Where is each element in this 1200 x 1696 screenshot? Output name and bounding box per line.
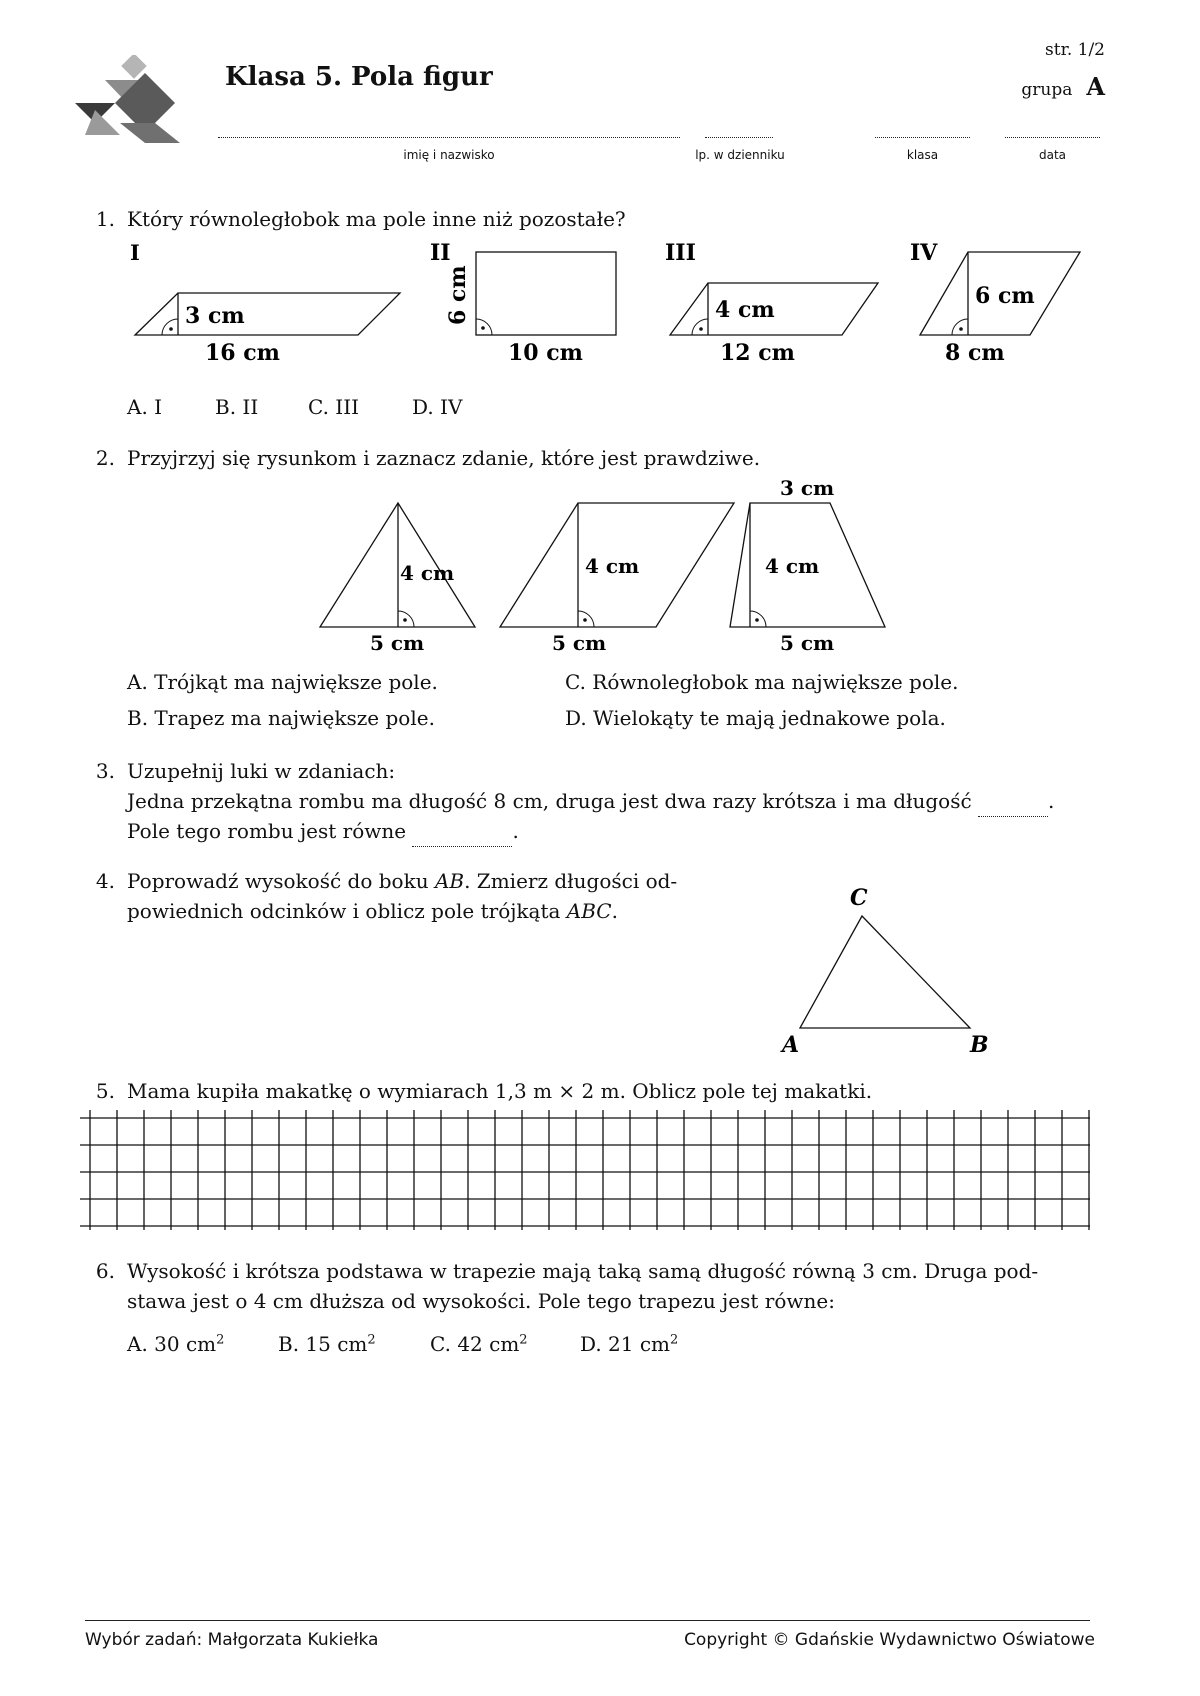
q2-option-b[interactable]: B. Trapez ma największe pole. [127,706,435,730]
q1-option-a[interactable]: A. I [127,395,163,419]
q2-option-a[interactable]: A. Trójkąt ma największe pole. [127,670,438,694]
triangle-abc: ABC [566,899,612,923]
q2-option-d[interactable]: D. Wielokąty te mają jednakowe pola. [565,706,946,730]
option-value: 15 cm [305,1332,368,1356]
parallelogram-height-label: 4 cm [585,554,640,578]
class-label: klasa [906,148,939,162]
question-number: 3. [95,759,115,783]
register-number-field[interactable] [705,125,773,138]
q1-option-c[interactable]: C. III [308,395,360,419]
page-number: str. 1/2 [1045,40,1105,60]
q4-line-2-post: . [611,899,618,923]
base-label: 10 cm [508,340,583,366]
parallelogram-base-label: 5 cm [552,631,607,655]
triangle-abc-shape [800,916,970,1028]
q3-line-1: Jedna przekątna rombu ma długość 8 cm, druga jest dwa razy krótsza i ma długość [127,789,972,813]
q2-option-c[interactable]: C. Równoległobok ma największe pole. [565,670,959,694]
question-number: 4. [95,869,115,893]
q3-line-2: Pole tego rombu jest równe [127,819,407,843]
name-label: imię i nazwisko [403,148,495,162]
height-label: 6 cm [975,283,1035,309]
q6-line-1: Wysokość i krótsza podstawa w trapezie mają taką samą długość równą 3 cm. Druga pod- [127,1259,1039,1283]
trapezoid-base-label: 5 cm [780,631,835,655]
base-label: 16 cm [205,340,280,366]
question-number: 2. [95,446,115,470]
q6-option-b[interactable] [278,1332,376,1356]
answer-grid[interactable] [80,1110,1095,1230]
q6-line-2: stawa jest o 4 cm dłuższa od wysokości. Pole tego trapezu jest równe: [127,1289,835,1313]
group-indicator [1021,72,1105,101]
q6-option-a[interactable] [127,1332,224,1356]
segment-ab: AB [434,869,465,893]
question-text: Mama kupiła makatkę o wymiarach 1,3 m × 2 m. Oblicz pole tej makatki. [127,1079,873,1103]
base-label: 8 cm [945,340,1005,366]
option-value: 21 cm [608,1332,671,1356]
option-letter: B. [278,1332,300,1356]
q3-sentence-1 [127,786,1107,817]
q4-triangle[interactable] [770,880,1000,1060]
name-field[interactable] [218,125,680,138]
q4-line-1-pre: Poprowadź wysokość do boku [127,869,429,893]
q3-line-2-end: . [512,819,519,843]
q3-sentence-2 [127,816,1107,847]
unit-exponent: 2 [367,1332,376,1348]
question-number: 1. [95,207,115,231]
question-text: Który równoległobok ma pole inne niż pozostałe? [127,207,626,231]
option-letter: C. [430,1332,451,1356]
vertex-b-label: B [970,1032,989,1058]
worksheet-title: Klasa 5. Pola figur [225,62,493,92]
vertex-c-label: C [850,885,868,911]
register-number-label: lp. w dzienniku [695,148,785,162]
q2-figures [310,475,900,655]
figure-label: IV [910,240,938,266]
unit-exponent: 2 [519,1332,528,1348]
triangle-base-label: 5 cm [370,631,425,655]
rectangle-ii [476,252,616,335]
footer-divider [85,1620,1090,1621]
q4-line-2-pre: powiednich odcinków i oblicz pole trójkąta [127,899,561,923]
footer-copyright: Copyright © Gdańskie Wydawnictwo Oświatowe [684,1630,1095,1650]
class-field[interactable] [875,125,970,138]
q3-blank-2[interactable] [412,816,512,847]
option-value: 42 cm [457,1332,520,1356]
publisher-logo [75,55,180,145]
unit-exponent: 2 [670,1332,679,1348]
group-label: grupa [1021,80,1073,100]
q6-option-c[interactable] [430,1332,528,1356]
date-field[interactable] [1005,125,1100,138]
q1-figures [120,235,1100,370]
date-label: data [1038,148,1067,162]
question-number: 6. [95,1259,115,1283]
height-label: 4 cm [715,297,775,323]
figure-label: II [430,240,451,266]
footer-author: Wybór zadań: Małgorzata Kukiełka [85,1630,379,1650]
height-label: 3 cm [185,303,245,329]
trapezoid-top-label: 3 cm [780,476,835,500]
q3-line-1-end: . [1048,789,1055,813]
height-label: 6 cm [445,265,471,325]
question-text: Przyjrzyj się rysunkom i zaznacz zdanie, które jest prawdziwe. [127,446,761,470]
q1-option-b[interactable]: B. II [215,395,259,419]
parallelogram-i [135,293,400,335]
q3-blank-1[interactable] [978,786,1048,817]
figure-label: I [130,240,140,265]
base-label: 12 cm [720,340,795,366]
trapezoid-height-label: 4 cm [765,554,820,578]
question-text [127,866,727,926]
option-letter: D. [580,1332,602,1356]
group-value: A [1086,72,1105,101]
question-number: 5. [95,1079,115,1103]
q4-line-1-post: . Zmierz długości od- [464,869,678,893]
q1-option-d[interactable]: D. IV [412,395,463,419]
q6-option-d[interactable] [580,1332,678,1356]
option-value: 30 cm [154,1332,217,1356]
option-letter: A. [127,1332,148,1356]
vertex-a-label: A [782,1032,800,1058]
triangle-height-label: 4 cm [400,561,455,585]
unit-exponent: 2 [216,1332,225,1348]
figure-label: III [665,240,696,266]
question-intro: Uzupełnij luki w zdaniach: [127,759,396,783]
